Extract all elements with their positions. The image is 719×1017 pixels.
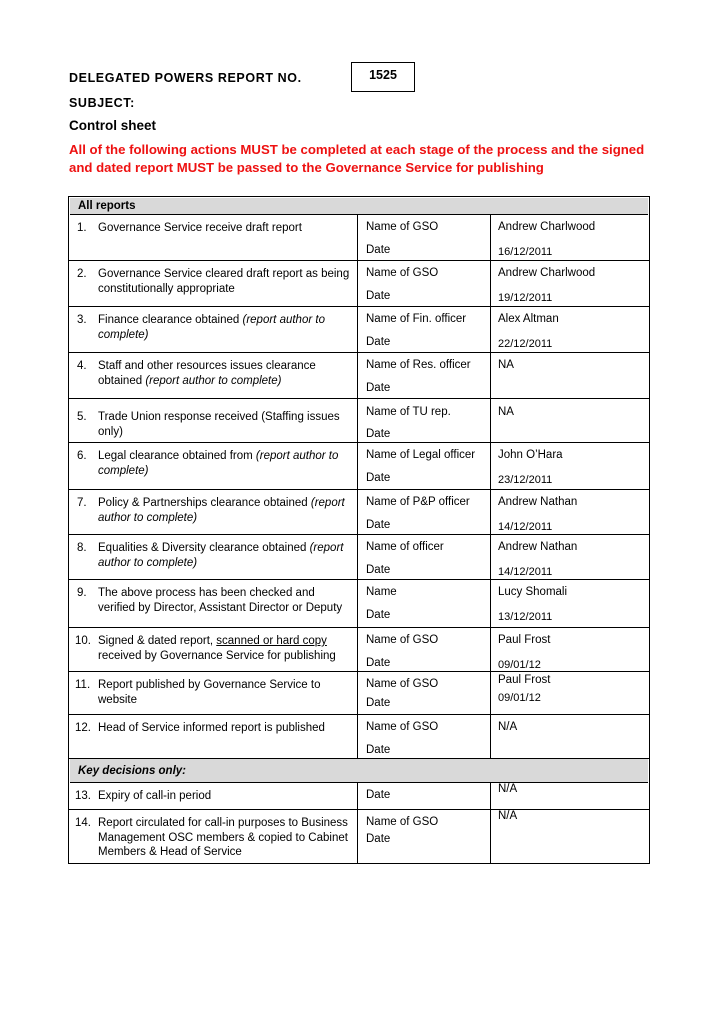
row-date-label: Date (366, 519, 391, 531)
section-key-decisions: Key decisions only: (70, 759, 648, 783)
row-date-label: Date (366, 697, 391, 709)
row-number: 10. (75, 635, 91, 647)
table-row (69, 783, 649, 810)
row-date-label: Date (366, 744, 391, 756)
row-number: 4. (77, 360, 87, 372)
row-name-label: Name of GSO (366, 634, 439, 646)
table-row (69, 672, 649, 715)
row-name-value: Paul Frost (498, 674, 551, 686)
row-name-label: Name of Res. officer (366, 359, 471, 371)
row-date-label: Date (366, 428, 391, 440)
row-name-label: Name of P&P officer (366, 496, 470, 508)
row-name-label: Name of Legal officer (366, 449, 476, 461)
row-name-value: Lucy Shomali (498, 586, 568, 598)
report-number-box: 1525 (351, 62, 415, 92)
warning-text: All of the following actions MUST be completed at each stage of the process and the signed and dated report MUST be passed to the Governance Service for publishing (69, 142, 645, 175)
row-date-value: 22/12/2011 (498, 338, 553, 350)
row-name-value: Andrew Nathan (498, 541, 578, 553)
row-name-label: Name of GSO (366, 221, 439, 233)
row-number: 2. (77, 268, 87, 280)
table-row (69, 399, 649, 443)
table-row (69, 580, 649, 628)
row-date-label: Date (366, 564, 391, 576)
control-sheet-heading: Control sheet (69, 118, 157, 133)
row-name-value: Alex Altman (498, 313, 559, 325)
row-date-label: Date (366, 833, 391, 845)
row-number: 9. (77, 587, 87, 599)
row-number: 1. (77, 222, 87, 234)
row-date-label: Date (366, 244, 391, 256)
table-row (69, 443, 649, 490)
row-date-value: 19/12/2011 (498, 292, 553, 304)
table-row (69, 535, 649, 580)
row-name-value: Paul Frost (498, 634, 551, 646)
row-name-value: John O’Hara (498, 449, 563, 461)
row-name-value: Andrew Charlwood (498, 267, 596, 279)
row-number: 12. (75, 722, 91, 734)
row-description: Governance Service receive draft report (98, 222, 302, 234)
table-row (69, 810, 649, 863)
row-name-value: N/A (498, 721, 518, 733)
control-table (68, 196, 650, 864)
row-description: Legal clearance obtained from (report author to complete) (98, 450, 339, 477)
row-description: Equalities & Diversity clearance obtained (report author to complete) (98, 542, 344, 569)
table-row (69, 628, 649, 672)
row-number: 7. (77, 497, 87, 509)
table-row (69, 715, 649, 759)
row-date-label: Date (366, 336, 391, 348)
row-number: 6. (77, 450, 87, 462)
table-row (69, 490, 649, 535)
row-description: Trade Union response received (Staffing issues only) (98, 411, 340, 438)
row-number: 13. (75, 790, 91, 802)
row-date-label: Date (366, 382, 391, 394)
row-number: 3. (77, 314, 87, 326)
row-description: Finance clearance obtained (report author to complete) (98, 314, 325, 341)
row-name-label: Name of TU rep. (366, 406, 451, 418)
row-number: 11. (75, 679, 91, 691)
row-date-label: Date (366, 789, 391, 801)
row-date-value: 14/12/2011 (498, 566, 553, 578)
row-description: Report published by Governance Service to website (98, 679, 321, 706)
row-number: 14. (75, 817, 91, 829)
table-row (69, 307, 649, 353)
row-name-label: Name of officer (366, 541, 444, 553)
row-date-label: Date (366, 657, 391, 669)
row-date-value: 09/01/12 (498, 692, 541, 704)
table-row (69, 261, 649, 307)
row-name-label: Name of GSO (366, 721, 439, 733)
row-description: Signed & dated report, scanned or hard copy received by Governance Service for publishing (98, 635, 336, 662)
section-all-reports: All reports (70, 198, 648, 215)
row-name-label: Name of Fin. officer (366, 313, 467, 325)
row-name-value: N/A (498, 810, 518, 822)
row-date-label: Date (366, 472, 391, 484)
row-date-value: 14/12/2011 (498, 521, 553, 533)
row-date-value: 09/01/12 (498, 659, 541, 671)
row-date-label: Date (366, 609, 391, 621)
row-name-label: Name of GSO (366, 678, 439, 690)
row-name-label: Name (366, 586, 397, 598)
row-description: The above process has been checked and verified by Director, Assistant Director or Deputy (98, 587, 343, 614)
subject-label: SUBJECT: (69, 96, 135, 110)
row-name-value: NA (498, 406, 514, 418)
row-description: Head of Service informed report is published (98, 722, 325, 734)
row-date-value: 13/12/2011 (498, 611, 553, 623)
row-date-value: 23/12/2011 (498, 474, 553, 486)
row-number: 5. (77, 411, 87, 423)
row-name-value: Andrew Nathan (498, 496, 578, 508)
row-name-label: Name of GSO (366, 816, 439, 828)
row-number: 8. (77, 542, 87, 554)
row-name-label: Name of GSO (366, 267, 439, 279)
row-description: Expiry of call-in period (98, 790, 212, 802)
row-description: Staff and other resources issues clearance obtained (report author to complete) (98, 360, 316, 387)
row-description: Governance Service cleared draft report as being constitutionally appropriate (98, 268, 350, 295)
report-title: DELEGATED POWERS REPORT NO. (69, 71, 302, 85)
row-name-value: Andrew Charlwood (498, 221, 596, 233)
row-date-label: Date (366, 290, 391, 302)
table-row (69, 215, 649, 261)
row-date-value: 16/12/2011 (498, 246, 553, 258)
row-description: Policy & Partnerships clearance obtained (report author to complete) (98, 497, 345, 524)
row-name-value: NA (498, 359, 514, 371)
row-value: N/A (498, 783, 518, 795)
table-row (69, 353, 649, 399)
row-description: Report circulated for call-in purposes to Business Management OSC members & copied to Cabinet Members & Head of Service (98, 817, 348, 858)
